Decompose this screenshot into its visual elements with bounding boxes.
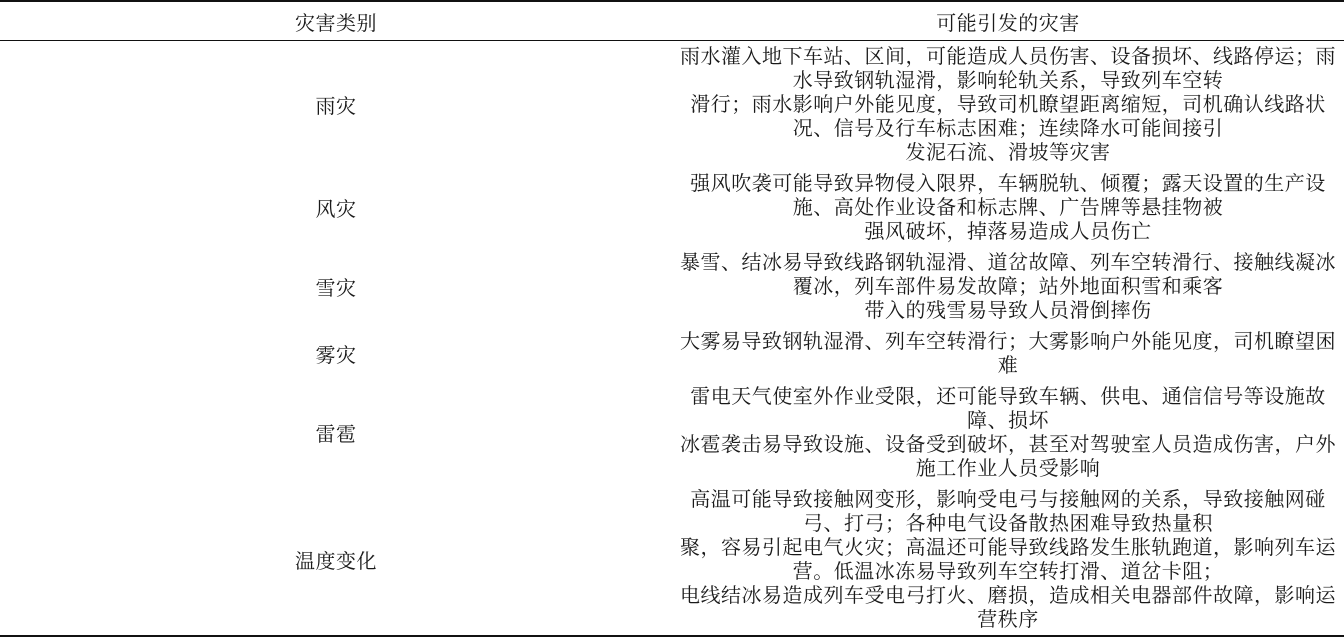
description-line: 强风吹袭可能导致异物侵入限界，车辆脱轨、倾覆；露天设置的生产设施、高处作业设备和标志牌、广告牌等悬挂物被	[690, 171, 1326, 219]
description-line: 带入的残雪易导致人员滑倒摔伤	[864, 298, 1152, 322]
row-description	[672, 484, 1344, 636]
description-line: 暴雪、结冰易导致线路钢轨湿滑、道岔故障、列车空转滑行、接触线凝冰覆冰，列车部件易发故障；站外地面积雪和乘客	[680, 250, 1336, 298]
row-category: 雷雹	[315, 422, 357, 446]
row-category: 雪灾	[315, 276, 357, 300]
description-line: 雷电天气使室外作业受限，还可能导致车辆、供电、通信信号等设施故障、损坏	[690, 384, 1326, 432]
description-line: 发泥石流、滑坡等灾害	[905, 140, 1111, 164]
table-row	[0, 168, 1344, 247]
row-category: 风灾	[315, 197, 357, 221]
description-line: 高温可能导致接触网变形，影响受电弓与接触网的关系，导致接触网碰弓、打弓；各种电气设备散热困难导致热量积	[690, 487, 1326, 535]
description-line: 滑行；雨水影响户外能见度，导致司机瞭望距离缩短，司机确认线路状况、信号及行车标志困难；连续降水可能间接引	[690, 92, 1326, 140]
description-line: 大雾易导致钢轨湿滑、列车空转滑行；大雾影响户外能见度，司机瞭望困难	[680, 329, 1336, 377]
description-line: 强风破坏，掉落易造成人员伤亡	[864, 219, 1152, 243]
header-category: 灾害类别	[295, 10, 377, 35]
table-row	[0, 326, 1344, 381]
table-row	[0, 484, 1344, 636]
row-description	[672, 41, 1344, 169]
description-line: 电线结冰易造成列车受电弓打火、磨损，造成相关电器部件故障，影响运营秩序	[680, 583, 1336, 631]
row-description	[672, 326, 1344, 381]
row-category: 雨灾	[315, 94, 357, 118]
table-row	[0, 41, 1344, 169]
table-row	[0, 247, 1344, 326]
row-category: 雾灾	[315, 343, 357, 367]
description-line: 聚，容易引起电气火灾；高温还可能导致线路发生胀轨跑道，影响列车运营。低温冰冻易导致列车空转打滑、道岔卡阻；	[680, 535, 1336, 583]
table-header-row	[0, 1, 1344, 41]
header-disaster: 可能引发的灾害	[936, 10, 1080, 35]
row-description	[672, 168, 1344, 247]
table-row	[0, 381, 1344, 484]
row-category: 温度变化	[295, 549, 377, 573]
description-line: 雨水灌入地下车站、区间，可能造成人员伤害、设备损坏、线路停运；雨水导致钢轨湿滑，影响轮轨关系，导致列车空转	[680, 44, 1336, 92]
row-description	[672, 381, 1344, 484]
description-line: 冰雹袭击易导致设施、设备受到破坏，甚至对驾驶室人员造成伤害，户外施工作业人员受影响	[680, 432, 1336, 480]
row-description	[672, 247, 1344, 326]
